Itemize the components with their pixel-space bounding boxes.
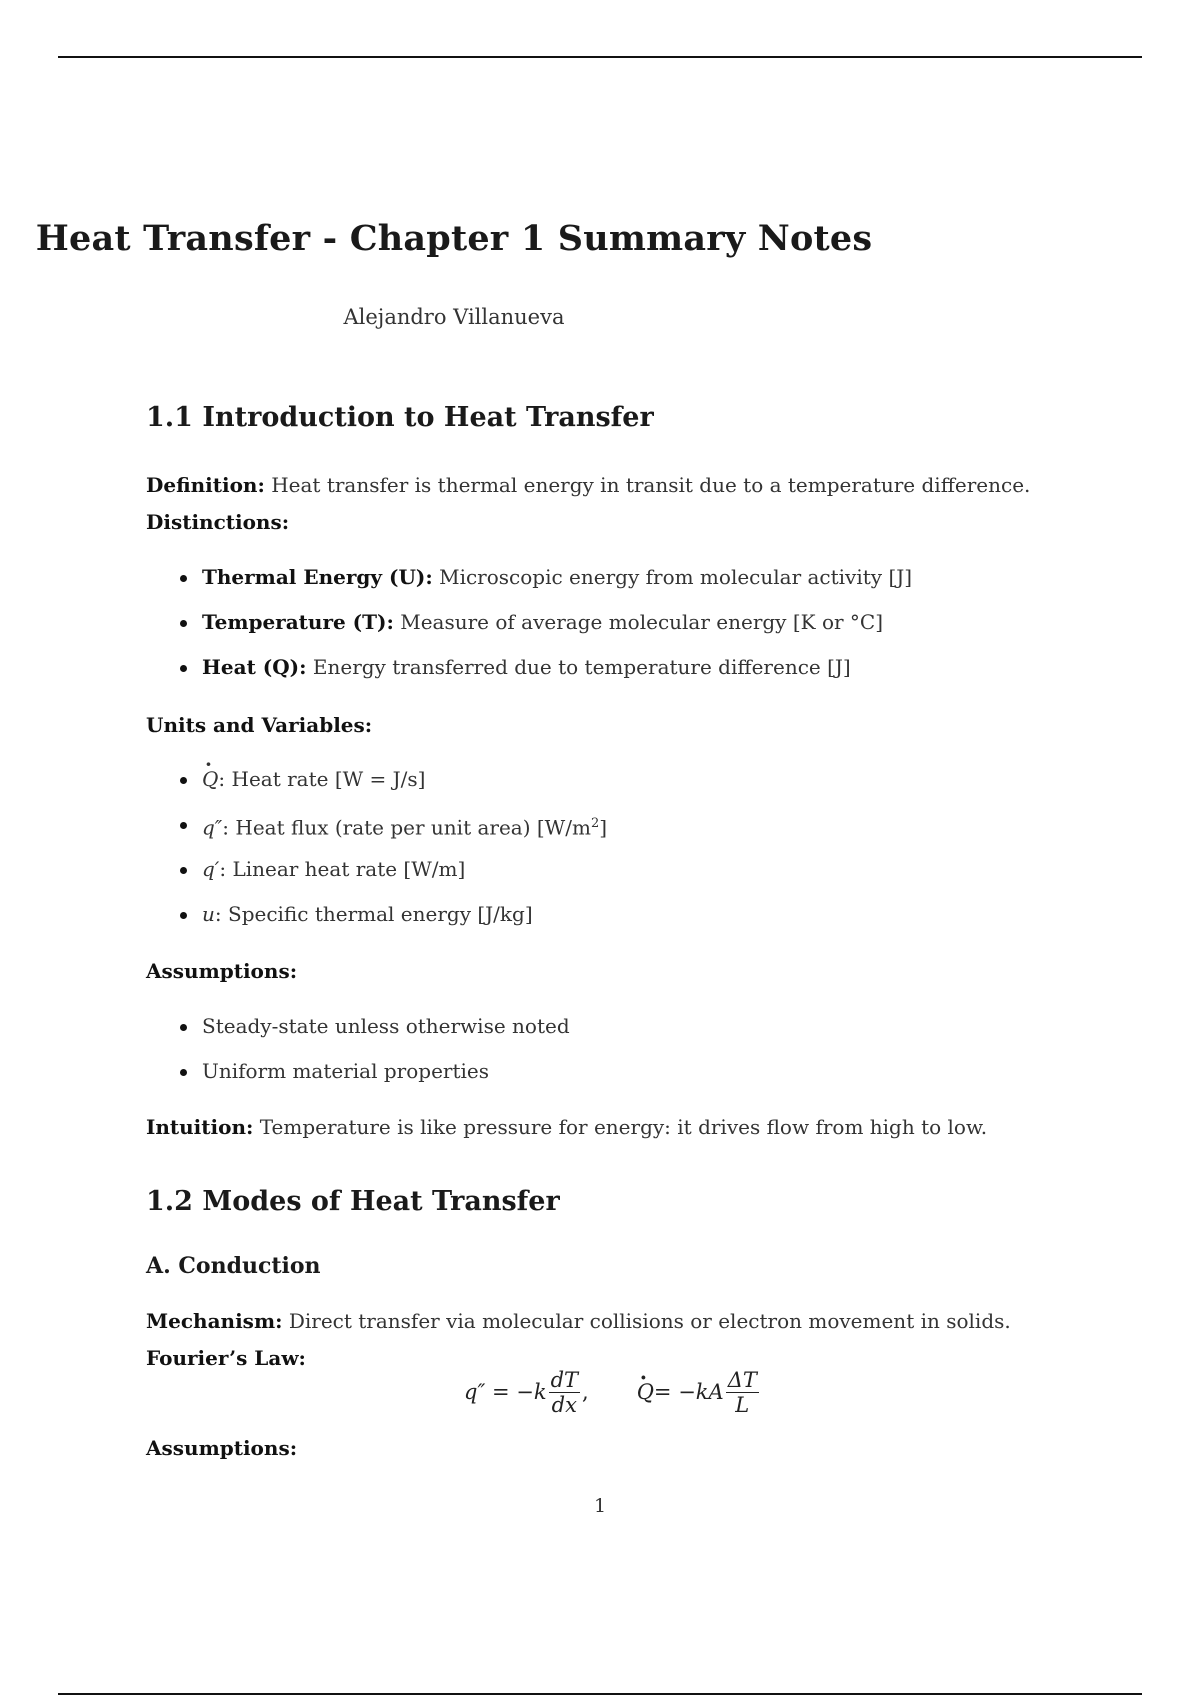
intuition-label: Intuition: — [146, 1115, 254, 1139]
distinctions-list — [178, 565, 912, 700]
mechanism-paragraph — [146, 1309, 1011, 1333]
list-item — [178, 902, 607, 947]
distinction-term: Thermal Energy (U): — [202, 565, 433, 589]
fourier-law-label: Fourier’s Law: — [146, 1346, 306, 1370]
assumption-text: Uniform material properties — [202, 1059, 489, 1083]
equation-lhs: q″ = −k — [464, 1380, 547, 1404]
variable-symbol: q″ — [202, 815, 223, 840]
intuition-text: Temperature is like pressure for energy: it drives flow from high to low. — [259, 1115, 988, 1139]
mechanism-text: Direct transfer via molecular collisions or electron movement in solids. — [288, 1309, 1011, 1333]
list-item — [178, 565, 912, 610]
distinction-text: Microscopic energy from molecular activity [J] — [439, 565, 913, 589]
equation-rhs: = −kA — [653, 1380, 724, 1404]
list-item — [178, 1014, 570, 1059]
variable-text: : Heat flux (rate per unit area) [W/m — [222, 815, 591, 840]
variable-symbol: · Q — [202, 767, 218, 791]
fourier-law-equation — [464, 1362, 761, 1422]
equation-separator: , — [582, 1380, 589, 1404]
section-heading-1-2: 1.2 Modes of Heat Transfer — [146, 1186, 560, 1217]
variable-text-tail: ] — [599, 815, 608, 840]
variable-text: : Linear heat rate [W/m] — [219, 857, 466, 881]
page-number: 1 — [593, 1495, 607, 1517]
variable-text: : Specific thermal energy [J/kg] — [214, 902, 533, 926]
mechanism-label: Mechanism: — [146, 1309, 283, 1333]
list-item — [178, 767, 607, 812]
top-rule — [58, 56, 1142, 58]
section-heading-1-1: 1.1 Introduction to Heat Transfer — [146, 402, 654, 433]
assumption-text: Steady-state unless otherwise noted — [202, 1014, 570, 1038]
definition-label: Definition: — [146, 473, 265, 497]
units-label: Units and Variables: — [146, 713, 373, 737]
definition-paragraph — [146, 473, 1030, 497]
distinction-text: Measure of average molecular energy [K or °C] — [400, 610, 884, 634]
variable-text: : Heat rate [W = J/s] — [218, 767, 426, 791]
conduction-assumptions-label: Assumptions: — [146, 1436, 298, 1460]
fraction-denominator: L — [735, 1392, 750, 1417]
document-title: Heat Transfer - Chapter 1 Summary Notes — [35, 218, 873, 259]
superscript: 2 — [590, 816, 600, 831]
definition-text: Heat transfer is thermal energy in transit due to a temperature difference. — [271, 473, 1031, 497]
assumptions-label: Assumptions: — [146, 959, 298, 983]
fraction-numerator: ΔT — [727, 1367, 757, 1392]
distinction-term: Heat (Q): — [202, 655, 307, 679]
variable-symbol: q′ — [202, 857, 220, 881]
distinction-term: Temperature (T): — [202, 610, 394, 634]
list-item — [178, 610, 912, 655]
intuition-paragraph — [146, 1115, 987, 1139]
fraction-dT-dx — [549, 1368, 580, 1417]
list-item — [178, 1059, 570, 1104]
list-item — [178, 857, 607, 902]
distinction-text: Energy transferred due to temperature difference [J] — [312, 655, 851, 679]
bottom-rule — [58, 1693, 1142, 1695]
author-name: Alejandro Villanueva — [343, 305, 565, 329]
fraction-numerator: dT — [550, 1367, 579, 1392]
list-item — [178, 812, 607, 857]
units-list — [178, 767, 607, 947]
distinctions-label: Distinctions: — [146, 510, 290, 534]
subsection-heading-conduction: A. Conduction — [146, 1253, 321, 1279]
assumptions-list — [178, 1014, 570, 1104]
list-item — [178, 655, 912, 700]
variable-symbol: u — [202, 902, 215, 926]
fraction-deltaT-L — [726, 1368, 759, 1417]
fraction-denominator: dx — [551, 1392, 577, 1417]
equation-symbol: · Q — [637, 1380, 654, 1404]
